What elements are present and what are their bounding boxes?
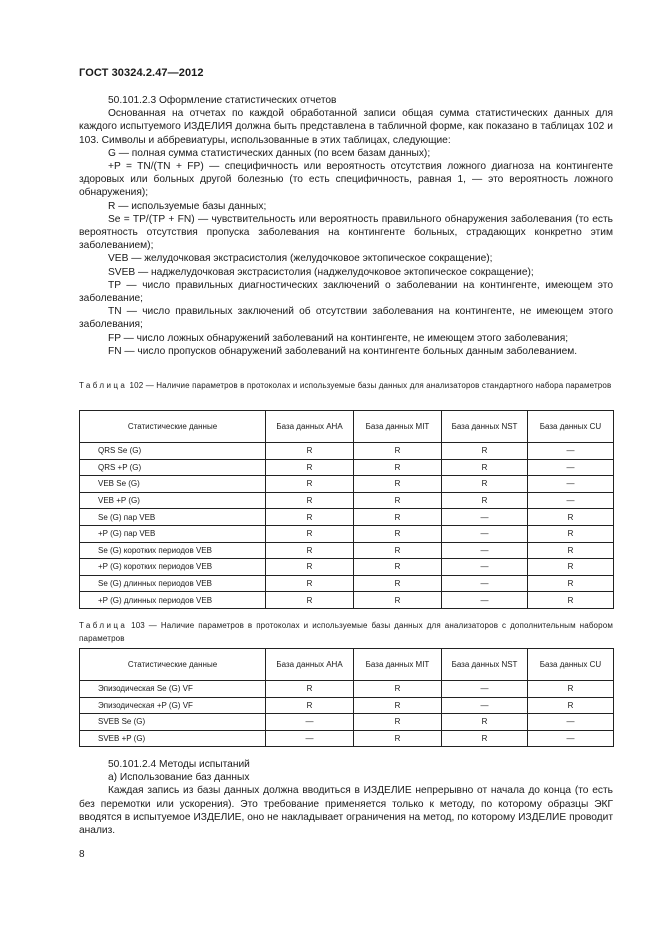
table-cell: — <box>442 681 528 698</box>
paragraph: Каждая запись из базы данных должна вводиться в ИЗДЕЛИЕ непрерывно от начала до конца (то есть без перемотки или ускорения). Это требование применяется только к методу, по которому образцы ЭКГ вводятся в испытуемое ИЗДЕЛИЕ, оно не накладывает ограничения на метод, по которому ИЗДЕЛИЕ проводит анализ. <box>79 785 613 837</box>
table-row <box>80 730 614 747</box>
definition-fn: FN — число пропусков обнаружений заболеваний на контингенте больных данным заболеванием. <box>108 345 578 357</box>
table-cell: R <box>354 730 442 747</box>
table-cell: R <box>442 443 528 460</box>
table-row <box>80 492 614 509</box>
table-cell: R <box>354 697 442 714</box>
definition-g: G — полная сумма статистических данных (по всем базам данных); <box>108 147 431 159</box>
table-cell: R <box>266 681 354 698</box>
table-row <box>80 509 614 526</box>
table-cell: Эпизодическая Se (G) VF <box>80 681 266 698</box>
table-cell: R <box>442 459 528 476</box>
definition-fp: FP — число ложных обнаружений заболеваний на контингенте, не имеющем этого заболевания; <box>108 332 569 344</box>
table-cell: — <box>442 697 528 714</box>
table-row <box>80 542 614 559</box>
table-cell: R <box>266 697 354 714</box>
table-cell: — <box>442 592 528 609</box>
table-cell: R <box>442 714 528 731</box>
table-cell: R <box>528 509 614 526</box>
table-102-caption <box>79 380 613 393</box>
column-header: База данных AHA <box>266 649 354 681</box>
table-cell: R <box>266 509 354 526</box>
clause-heading: 50.101.2.4 Методы испытаний <box>108 759 250 770</box>
table-cell: R <box>354 714 442 731</box>
table-cell: Se (G) длинных периодов VEB <box>80 575 266 592</box>
caption-text: 102 — Наличие параметров в протоколах и используемые базы данных для анализаторов стандартного набора параметров <box>127 381 612 390</box>
page-number: 8 <box>79 849 85 860</box>
table-cell: R <box>528 681 614 698</box>
table-cell: R <box>354 459 442 476</box>
section-test-methods <box>79 758 613 837</box>
table-cell: SVEB +P (G) <box>80 730 266 747</box>
table-cell: — <box>266 714 354 731</box>
definition-tn: TN — число правильных заключений об отсутствии заболевания на контингенте, не имеющем этого заболевания; <box>79 306 613 331</box>
column-header: Статистические данные <box>80 649 266 681</box>
table-cell: R <box>354 509 442 526</box>
column-header: База данных MIT <box>354 649 442 681</box>
column-header: База данных AHA <box>266 411 354 443</box>
caption-text: 103 — Наличие параметров в протоколах и используемые базы данных для анализаторов с дополнительным набором параметров <box>79 621 613 643</box>
table-cell: — <box>442 575 528 592</box>
table-cell: QRS +P (G) <box>80 459 266 476</box>
table-cell: +P (G) пар VEB <box>80 525 266 542</box>
clause-heading: 50.101.2.3 Оформление статистических отчетов <box>108 95 337 106</box>
table-cell: R <box>442 492 528 509</box>
table-cell: R <box>528 592 614 609</box>
definition-sveb: SVEB — наджелудочковая экстрасистолия (наджелудочковое эктопическое сокращение); <box>108 266 534 278</box>
table-103 <box>79 648 614 747</box>
table-row <box>80 697 614 714</box>
definition-veb: VEB — желудочковая экстрасистолия (желудочковое эктопическое сокращение); <box>108 253 493 265</box>
table-row <box>80 525 614 542</box>
table-row <box>80 476 614 493</box>
table-cell: +P (G) коротких периодов VEB <box>80 559 266 576</box>
table-cell: — <box>528 714 614 731</box>
table-cell: — <box>528 492 614 509</box>
definition-r: R — используемые базы данных; <box>108 200 267 212</box>
column-header: База данных NST <box>442 411 528 443</box>
table-row <box>80 575 614 592</box>
table-cell: R <box>354 575 442 592</box>
section-statistical-reports <box>79 94 613 358</box>
table-cell: R <box>528 559 614 576</box>
table-cell: Эпизодическая +P (G) VF <box>80 697 266 714</box>
table-header-row <box>80 649 614 681</box>
table-cell: R <box>266 592 354 609</box>
table-row <box>80 681 614 698</box>
table-cell: R <box>528 697 614 714</box>
table-cell: — <box>266 730 354 747</box>
table-cell: SVEB Se (G) <box>80 714 266 731</box>
table-row <box>80 559 614 576</box>
paragraph: Основанная на отчетах по каждой обработанной записи общая сумма статистических данных для каждого испытуемого ИЗДЕЛИЯ должна быть представлена в табличной форме, как показано в таблицах 102 и 103. Символы и аббревиатуры, использованные в этих таблицах, следующие: <box>79 108 613 146</box>
column-header: Статистические данные <box>80 411 266 443</box>
table-cell: — <box>528 459 614 476</box>
definition-se: Se = TP/(TP + FN) — чувствительность или вероятность правильного обнаружения заболевания (то есть вероятность отсутствия пропуска заболевания на контингенте больных, страдающих конкретно этим заболеванием); <box>79 213 613 252</box>
column-header: База данных CU <box>528 411 614 443</box>
table-row <box>80 592 614 609</box>
definition-p: +P = TN/(TN + FP) — специфичность или вероятность отсутствия ложного диагноза на контингенте здоровых или больных другой болезнью (то есть специфичность, равная 1, — это вероятность ложного обнаружения); <box>79 161 613 199</box>
caption-label: Таблица <box>79 381 128 390</box>
table-103-caption <box>79 620 613 645</box>
table-cell: R <box>528 525 614 542</box>
column-header: База данных NST <box>442 649 528 681</box>
table-cell: R <box>442 476 528 493</box>
definition-tp: TP — число правильных диагностических заключений о заболевании на контингенте, имеющем это заболевание; <box>79 279 613 305</box>
table-cell: R <box>266 476 354 493</box>
table-cell: R <box>528 542 614 559</box>
table-cell: R <box>266 575 354 592</box>
table-cell: R <box>354 681 442 698</box>
table-cell: — <box>528 730 614 747</box>
table-cell: — <box>442 542 528 559</box>
document-header: ГОСТ 30324.2.47—2012 <box>79 67 204 79</box>
table-cell: R <box>442 730 528 747</box>
table-row <box>80 443 614 460</box>
table-cell: R <box>354 525 442 542</box>
table-cell: — <box>442 525 528 542</box>
table-cell: VEB +P (G) <box>80 492 266 509</box>
table-cell: R <box>266 559 354 576</box>
table-cell: R <box>354 559 442 576</box>
table-row <box>80 714 614 731</box>
table-102 <box>79 410 614 609</box>
column-header: База данных CU <box>528 649 614 681</box>
table-cell: +P (G) длинных периодов VEB <box>80 592 266 609</box>
table-cell: R <box>266 443 354 460</box>
caption-label: Таблица <box>79 621 128 630</box>
column-header: База данных MIT <box>354 411 442 443</box>
table-cell: Se (G) коротких периодов VEB <box>80 542 266 559</box>
table-header-row <box>80 411 614 443</box>
table-cell: — <box>442 509 528 526</box>
table-cell: R <box>266 459 354 476</box>
table-cell: — <box>528 443 614 460</box>
table-cell: VEB Se (G) <box>80 476 266 493</box>
table-cell: R <box>266 525 354 542</box>
table-cell: R <box>266 542 354 559</box>
table-cell: R <box>528 575 614 592</box>
table-cell: R <box>354 542 442 559</box>
table-row <box>80 459 614 476</box>
table-cell: R <box>354 443 442 460</box>
table-cell: — <box>442 559 528 576</box>
table-cell: QRS Se (G) <box>80 443 266 460</box>
table-cell: R <box>354 492 442 509</box>
table-cell: Se (G) пар VEB <box>80 509 266 526</box>
table-cell: R <box>354 476 442 493</box>
list-item-heading: а) Использование баз данных <box>108 772 250 784</box>
table-cell: R <box>266 492 354 509</box>
table-cell: R <box>354 592 442 609</box>
table-cell: — <box>528 476 614 493</box>
